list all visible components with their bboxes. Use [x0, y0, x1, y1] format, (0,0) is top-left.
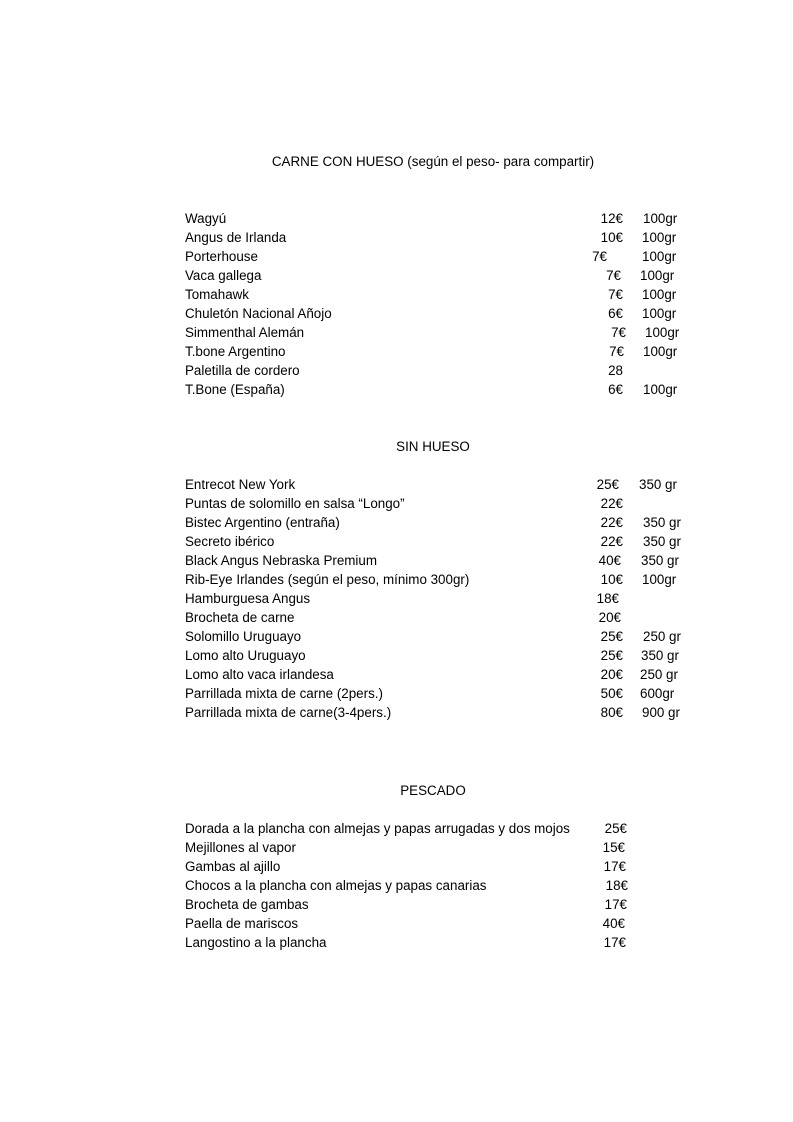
item-price: 25€ — [600, 629, 623, 644]
item-price: 7€ — [606, 268, 621, 283]
item-weight: 100gr — [643, 344, 678, 359]
menu-item — [0, 382, 793, 401]
item-price: 25€ — [604, 821, 627, 836]
item-weight: 100gr — [643, 211, 678, 226]
item-name: Chocos a la plancha con almejas y papas canarias — [185, 878, 487, 893]
item-price: 6€ — [608, 382, 623, 397]
item-name: Dorada a la plancha con almejas y papas arrugadas y dos mojos — [185, 821, 570, 836]
menu-item — [0, 705, 793, 724]
menu-item — [0, 268, 793, 287]
item-name: Black Angus Nebraska Premium — [185, 553, 378, 568]
menu-item — [0, 591, 793, 610]
item-price: 7€ — [611, 325, 626, 340]
item-weight: 900 gr — [642, 705, 680, 720]
item-name: Secreto ibérico — [185, 534, 275, 549]
section-title-carne-con-hueso: CARNE CON HUESO (según el peso- para compartir) — [271, 154, 595, 169]
item-price: 25€ — [596, 477, 619, 492]
menu-item — [0, 648, 793, 667]
menu-item — [0, 878, 793, 897]
item-weight: 100gr — [640, 268, 675, 283]
item-price: 7€ — [608, 287, 623, 302]
item-price: 50€ — [600, 686, 623, 701]
menu-item — [0, 249, 793, 268]
item-price: 7€ — [609, 344, 624, 359]
menu-item — [0, 534, 793, 553]
item-name: Vaca gallega — [185, 268, 262, 283]
item-name: Parrillada mixta de carne (2pers.) — [185, 686, 383, 701]
item-price: 6€ — [608, 306, 623, 321]
item-name: Porterhouse — [185, 249, 258, 264]
item-name: Brocheta de carne — [185, 610, 295, 625]
section-title-sin-hueso: SIN HUESO — [396, 439, 470, 454]
item-weight: 350 gr — [643, 534, 681, 549]
menu-item — [0, 306, 793, 325]
item-weight: 350 gr — [641, 553, 679, 568]
item-price: 17€ — [603, 859, 626, 874]
item-price: 18€ — [596, 591, 619, 606]
item-price: 80€ — [600, 705, 623, 720]
item-price: 28 — [608, 363, 623, 378]
item-name: Rib-Eye Irlandes (según el peso, mínimo 300gr) — [185, 572, 470, 587]
item-name: Bistec Argentino (entraña) — [185, 515, 340, 530]
item-weight: 250 gr — [640, 667, 678, 682]
item-price: 20€ — [598, 610, 621, 625]
item-name: Hamburguesa Angus — [185, 591, 311, 606]
menu-item — [0, 496, 793, 515]
menu-item — [0, 572, 793, 591]
menu-item — [0, 363, 793, 382]
item-name: Brocheta de gambas — [185, 897, 309, 912]
menu-item — [0, 211, 793, 230]
item-name: Paella de mariscos — [185, 916, 299, 931]
item-weight: 100gr — [643, 382, 678, 397]
item-name: Puntas de solomillo en salsa “Longo” — [185, 496, 405, 511]
menu-item — [0, 686, 793, 705]
item-price: 25€ — [600, 648, 623, 663]
menu-item — [0, 840, 793, 859]
item-weight: 600gr — [640, 686, 675, 701]
menu-item — [0, 916, 793, 935]
item-weight: 100gr — [642, 287, 677, 302]
item-price: 7€ — [592, 249, 607, 264]
item-price: 20€ — [600, 667, 623, 682]
item-price: 22€ — [600, 515, 623, 530]
item-price: 10€ — [600, 230, 623, 245]
menu-item — [0, 287, 793, 306]
item-price: 12€ — [600, 211, 623, 226]
menu-item — [0, 515, 793, 534]
item-name: T.bone Argentino — [185, 344, 286, 359]
menu-item — [0, 325, 793, 344]
menu-item — [0, 553, 793, 572]
menu-item — [0, 477, 793, 496]
menu-item — [0, 935, 793, 954]
item-name: T.Bone (España) — [185, 382, 285, 397]
item-price: 17€ — [603, 935, 626, 950]
menu-item — [0, 230, 793, 249]
menu-item — [0, 821, 793, 840]
menu-item — [0, 344, 793, 363]
item-name: Simmenthal Alemán — [185, 325, 305, 340]
item-weight: 350 gr — [641, 648, 679, 663]
item-name: Mejillones al vapor — [185, 840, 296, 855]
item-name: Langostino a la plancha — [185, 935, 327, 950]
menu-item — [0, 859, 793, 878]
item-name: Paletilla de cordero — [185, 363, 300, 378]
item-price: 17€ — [604, 897, 627, 912]
section-title-pescado: PESCADO — [400, 783, 466, 798]
menu-item — [0, 667, 793, 686]
item-price: 18€ — [605, 878, 628, 893]
item-weight: 100gr — [642, 249, 677, 264]
item-price: 40€ — [602, 916, 625, 931]
item-name: Lomo alto Uruguayo — [185, 648, 306, 663]
item-weight: 100gr — [642, 230, 677, 245]
item-name: Chuletón Nacional Añojo — [185, 306, 332, 321]
item-name: Gambas al ajillo — [185, 859, 281, 874]
item-weight: 100gr — [642, 306, 677, 321]
item-name: Tomahawk — [185, 287, 250, 302]
menu-item — [0, 629, 793, 648]
item-price: 22€ — [600, 534, 623, 549]
item-price: 22€ — [600, 496, 623, 511]
item-price: 10€ — [600, 572, 623, 587]
item-weight: 250 gr — [643, 629, 681, 644]
item-weight: 350 gr — [643, 515, 681, 530]
menu-item — [0, 897, 793, 916]
item-name: Wagyú — [185, 211, 227, 226]
item-price: 40€ — [598, 553, 621, 568]
item-name: Parrillada mixta de carne(3-4pers.) — [185, 705, 392, 720]
item-price: 15€ — [602, 840, 625, 855]
item-name: Lomo alto vaca irlandesa — [185, 667, 334, 682]
menu-item — [0, 610, 793, 629]
item-name: Angus de Irlanda — [185, 230, 287, 245]
item-weight: 100gr — [642, 572, 677, 587]
item-weight: 100gr — [645, 325, 680, 340]
item-weight: 350 gr — [639, 477, 677, 492]
item-name: Solomillo Uruguayo — [185, 629, 302, 644]
item-name: Entrecot New York — [185, 477, 296, 492]
